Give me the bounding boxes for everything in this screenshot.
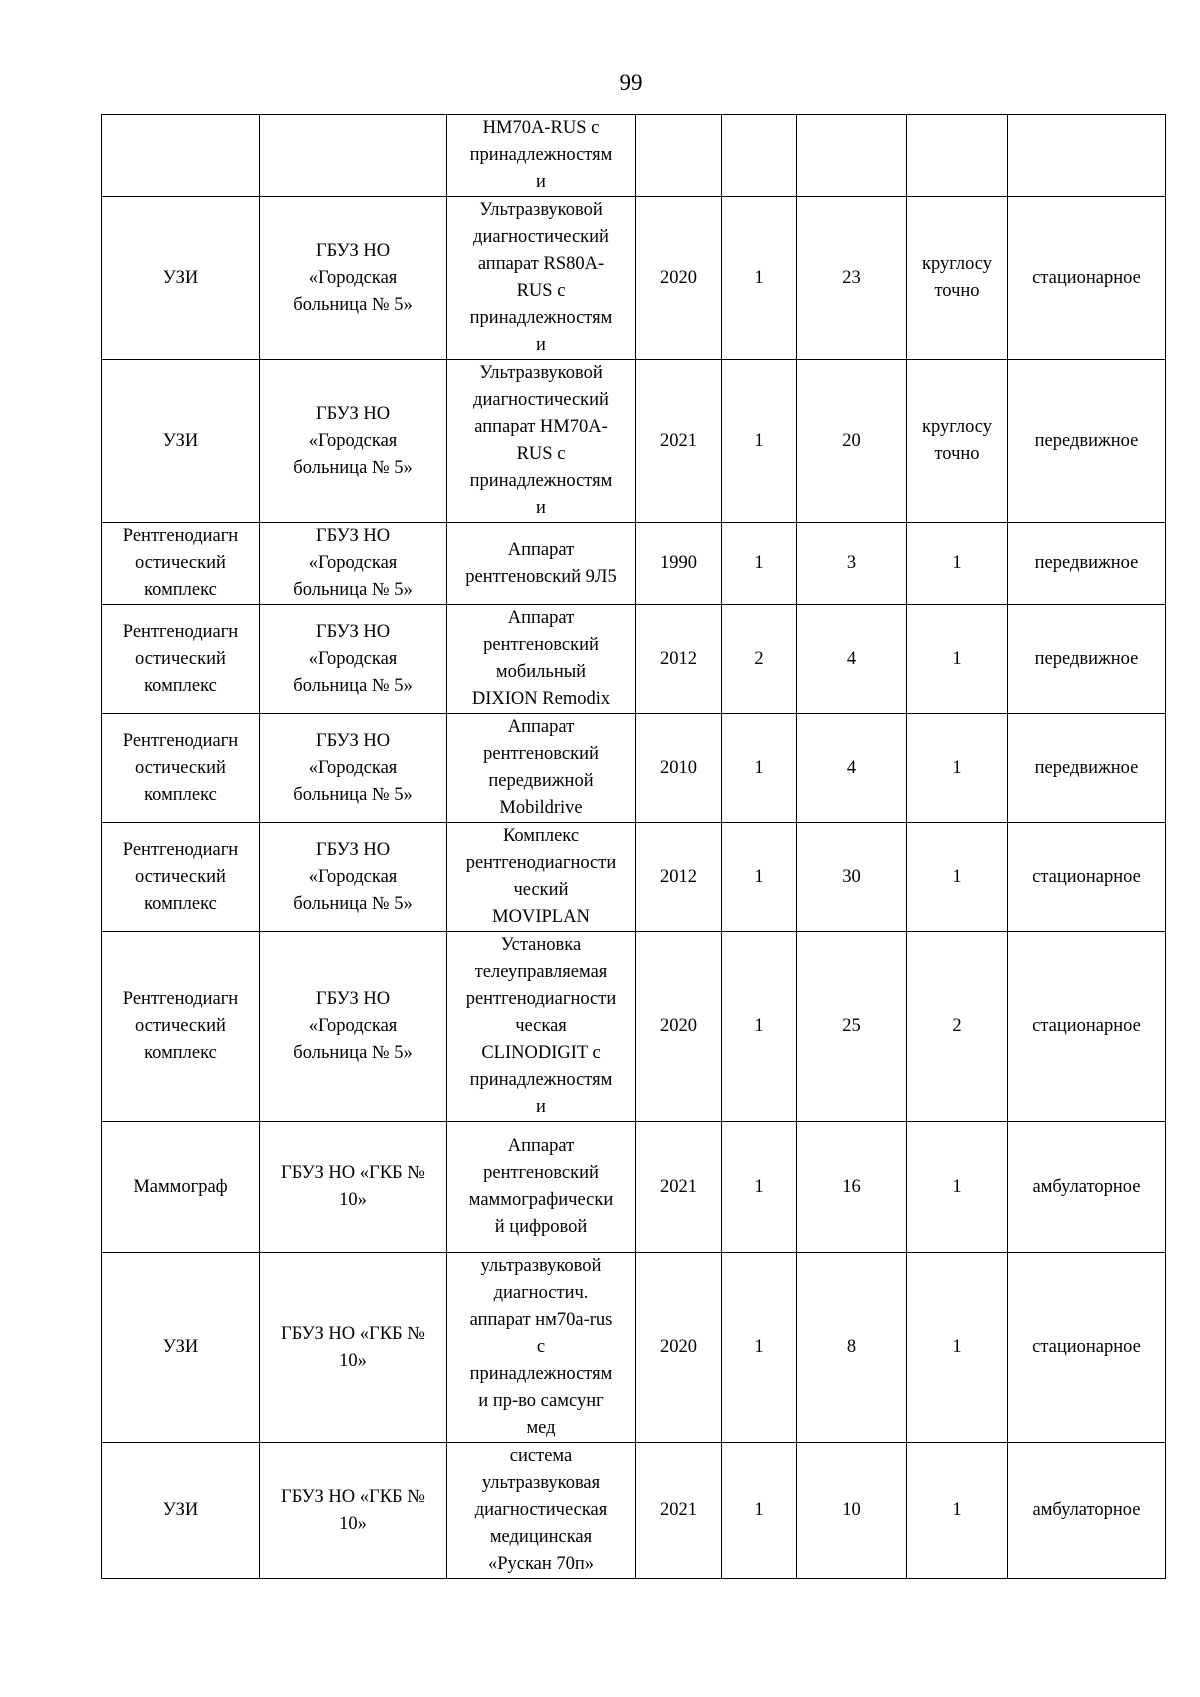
shifts-cell: 1	[907, 823, 1008, 932]
shifts-cell: 2	[907, 932, 1008, 1122]
equipment-type-cell: Рентгенодиагн остический комплекс	[102, 932, 260, 1122]
wear-cell: 3	[797, 523, 907, 605]
wear-cell: 8	[797, 1253, 907, 1443]
equipment-type-cell: УЗИ	[102, 1253, 260, 1443]
organization-cell: ГБУЗ НО «Городская больница № 5»	[260, 714, 447, 823]
year-cell: 2021	[636, 1443, 722, 1579]
shifts-cell: 1	[907, 714, 1008, 823]
device-name-cell: ультразвуковой диагностич. аппарат нм70а-rus с принадлежностям и пр-во самсунг мед	[447, 1253, 636, 1443]
device-name-cell: Ультразвуковой диагностический аппарат RS80A- RUS с принадлежностям и	[447, 197, 636, 360]
equipment-type-cell: Рентгенодиагн остический комплекс	[102, 605, 260, 714]
device-name-cell: Ультразвуковой диагностический аппарат HM70A- RUS с принадлежностям и	[447, 360, 636, 523]
shifts-cell: круглосу точно	[907, 360, 1008, 523]
device-name-cell: Аппарат рентгеновский маммографически й цифровой	[447, 1122, 636, 1253]
shifts-cell	[907, 115, 1008, 197]
equipment-table	[101, 114, 1166, 1579]
year-cell: 2021	[636, 1122, 722, 1253]
operation-mode-cell: стационарное	[1008, 1253, 1166, 1443]
shifts-cell: 1	[907, 605, 1008, 714]
year-cell: 1990	[636, 523, 722, 605]
organization-cell: ГБУЗ НО «Городская больница № 5»	[260, 197, 447, 360]
organization-cell: ГБУЗ НО «Городская больница № 5»	[260, 823, 447, 932]
equipment-type-cell	[102, 115, 260, 197]
equipment-type-cell: Рентгенодиагн остический комплекс	[102, 523, 260, 605]
operation-mode-cell: передвижное	[1008, 605, 1166, 714]
device-name-cell: HM70A-RUS с принадлежностям и	[447, 115, 636, 197]
equipment-type-cell: УЗИ	[102, 197, 260, 360]
device-name-cell: Комплекс рентгенодиагности ческий MOVIPLAN	[447, 823, 636, 932]
quantity-cell: 1	[722, 823, 797, 932]
organization-cell: ГБУЗ НО «Городская больница № 5»	[260, 523, 447, 605]
year-cell	[636, 115, 722, 197]
table-row	[102, 360, 1166, 523]
operation-mode-cell: стационарное	[1008, 823, 1166, 932]
table-row	[102, 115, 1166, 197]
equipment-type-cell: Рентгенодиагн остический комплекс	[102, 714, 260, 823]
shifts-cell: 1	[907, 523, 1008, 605]
operation-mode-cell: передвижное	[1008, 714, 1166, 823]
wear-cell	[797, 115, 907, 197]
table-row	[102, 523, 1166, 605]
device-name-cell: Аппарат рентгеновский 9Л5	[447, 523, 636, 605]
wear-cell: 16	[797, 1122, 907, 1253]
shifts-cell: 1	[907, 1122, 1008, 1253]
page-number: 99	[619, 70, 643, 95]
operation-mode-cell: передвижное	[1008, 360, 1166, 523]
equipment-type-cell: УЗИ	[102, 360, 260, 523]
wear-cell: 4	[797, 605, 907, 714]
table-row	[102, 1253, 1166, 1443]
table-row	[102, 1122, 1166, 1253]
operation-mode-cell	[1008, 115, 1166, 197]
table-row	[102, 714, 1166, 823]
operation-mode-cell: передвижное	[1008, 523, 1166, 605]
operation-mode-cell: амбулаторное	[1008, 1443, 1166, 1579]
operation-mode-cell: стационарное	[1008, 932, 1166, 1122]
year-cell: 2020	[636, 197, 722, 360]
shifts-cell: круглосу точно	[907, 197, 1008, 360]
equipment-type-cell: Рентгенодиагн остический комплекс	[102, 823, 260, 932]
year-cell: 2012	[636, 605, 722, 714]
device-name-cell: Установка телеуправляемая рентгенодиагности ческая CLINODIGIT с принадлежностям и	[447, 932, 636, 1122]
quantity-cell	[722, 115, 797, 197]
quantity-cell: 1	[722, 197, 797, 360]
equipment-type-cell: УЗИ	[102, 1443, 260, 1579]
organization-cell: ГБУЗ НО «ГКБ № 10»	[260, 1122, 447, 1253]
wear-cell: 10	[797, 1443, 907, 1579]
wear-cell: 23	[797, 197, 907, 360]
device-name-cell: Аппарат рентгеновский мобильный DIXION Remodix	[447, 605, 636, 714]
year-cell: 2020	[636, 932, 722, 1122]
quantity-cell: 1	[722, 360, 797, 523]
quantity-cell: 1	[722, 714, 797, 823]
device-name-cell: Аппарат рентгеновский передвижной Mobildrive	[447, 714, 636, 823]
wear-cell: 30	[797, 823, 907, 932]
device-name-cell: система ультразвуковая диагностическая медицинская «Рускан 70п»	[447, 1443, 636, 1579]
organization-cell: ГБУЗ НО «ГКБ № 10»	[260, 1253, 447, 1443]
quantity-cell: 1	[722, 523, 797, 605]
equipment-table-body	[102, 115, 1166, 1579]
table-row	[102, 823, 1166, 932]
equipment-type-cell: Маммограф	[102, 1122, 260, 1253]
operation-mode-cell: амбулаторное	[1008, 1122, 1166, 1253]
wear-cell: 20	[797, 360, 907, 523]
wear-cell: 4	[797, 714, 907, 823]
quantity-cell: 1	[722, 1122, 797, 1253]
quantity-cell: 1	[722, 1253, 797, 1443]
organization-cell: ГБУЗ НО «ГКБ № 10»	[260, 1443, 447, 1579]
year-cell: 2020	[636, 1253, 722, 1443]
table-row	[102, 197, 1166, 360]
shifts-cell: 1	[907, 1443, 1008, 1579]
organization-cell: ГБУЗ НО «Городская больница № 5»	[260, 932, 447, 1122]
year-cell: 2021	[636, 360, 722, 523]
year-cell: 2010	[636, 714, 722, 823]
organization-cell: ГБУЗ НО «Городская больница № 5»	[260, 360, 447, 523]
table-row	[102, 932, 1166, 1122]
wear-cell: 25	[797, 932, 907, 1122]
quantity-cell: 1	[722, 1443, 797, 1579]
operation-mode-cell: стационарное	[1008, 197, 1166, 360]
organization-cell: ГБУЗ НО «Городская больница № 5»	[260, 605, 447, 714]
year-cell: 2012	[636, 823, 722, 932]
quantity-cell: 1	[722, 932, 797, 1122]
table-row	[102, 605, 1166, 714]
shifts-cell: 1	[907, 1253, 1008, 1443]
organization-cell	[260, 115, 447, 197]
quantity-cell: 2	[722, 605, 797, 714]
table-row	[102, 1443, 1166, 1579]
